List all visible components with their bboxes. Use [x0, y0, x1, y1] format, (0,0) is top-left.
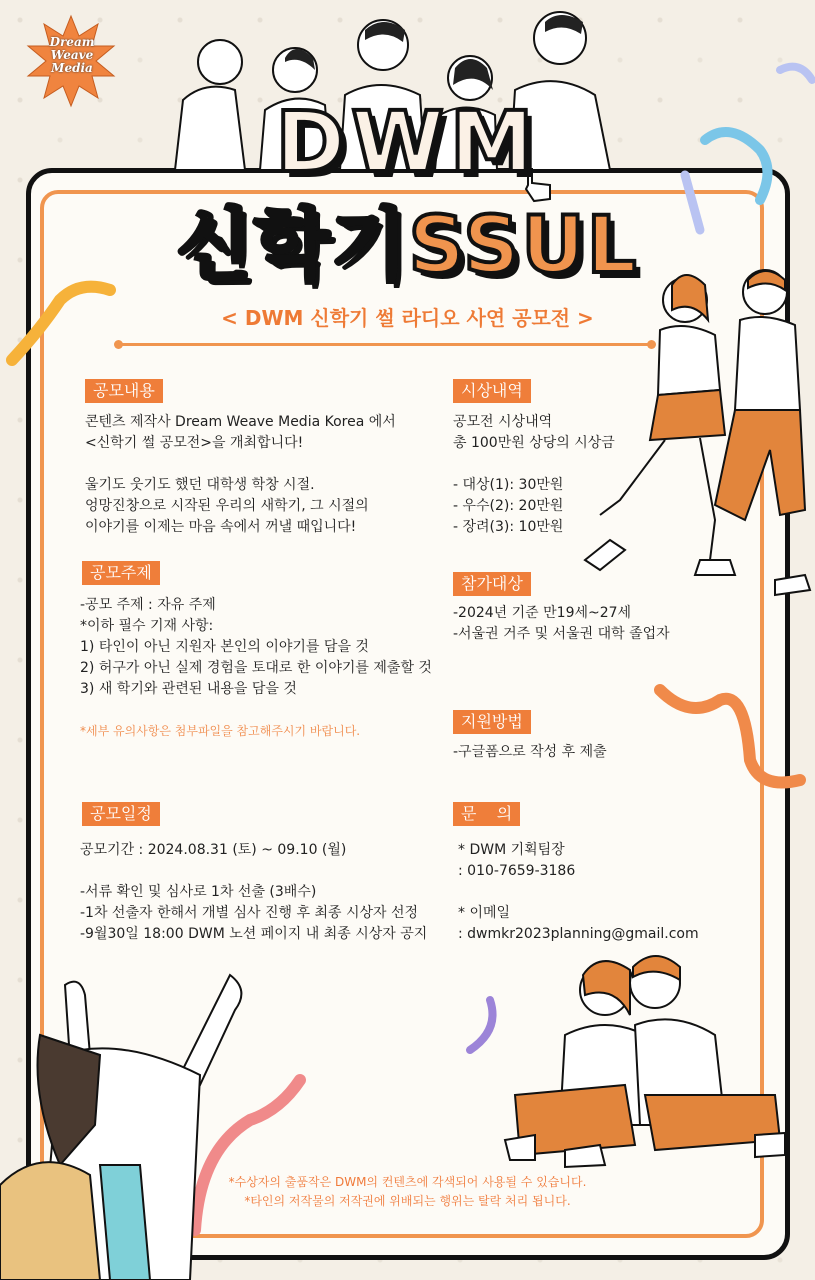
subtitle: < DWM 신학기 썰 라디오 사연 공모전 > — [221, 306, 594, 330]
logo-text: Dream Weave Media — [49, 35, 95, 75]
footer-note-1: *수상자의 출품작은 DWM의 컨텐츠에 각색되어 사용될 수 있습니다. — [228, 1175, 587, 1189]
contact-text: * DWM 기획팀장 : 010-7659-3186 * 이메일 : dwmkr2023planning@gmail.com — [458, 842, 699, 942]
footer-note-2: *타인의 저작물의 저작권에 위배되는 행위는 탈락 처리 됩니다. — [244, 1194, 571, 1208]
contest-content-text: 콘텐츠 제작사 Dream Weave Media Korea 에서 <신학기 썰 공모전>을 개최합니다! 울기도 웃기도 했던 대학생 학창 시절. 엉망진창으로 시작된 우리의 새학기, 그 시절의 이야기를 이제는 마음 속에서 꺼낼 때입니다! — [85, 414, 396, 535]
section-label-eligibility: 참가대상 — [453, 572, 531, 596]
cheering-girl-illustration — [0, 965, 240, 1280]
section-label-contest-content: 공모내용 — [85, 379, 163, 403]
awards-text: 공모전 시상내역 총 100만원 상당의 시상금 - 대상(1): 30만원 - 우수(2): 20만원 - 장려(3): 10만원 — [453, 414, 615, 535]
section-label-awards: 시상내역 — [453, 379, 531, 403]
topic-note: *세부 유의사항은 첨부파일을 참고해주시기 바랍니다. — [80, 724, 361, 738]
title-dwm: DWM — [275, 93, 540, 191]
schedule-text: 공모기간 : 2024.08.31 (토) ~ 09.10 (월) -서류 확인 및 심사로 1차 선출 (3배수) -1차 선출자 한해서 개별 심사 진행 후 최종 시상자 선정 -9월30일 18:00 DWM 노션 페이지 내 최종 시상자 공지 — [80, 842, 428, 942]
section-label-schedule: 공모일정 — [82, 802, 160, 826]
title-main: 신학기SSUL — [176, 201, 639, 291]
how-to-apply-text: -구글폼으로 작성 후 제출 — [453, 744, 607, 760]
section-label-how-to-apply: 지원방법 — [453, 710, 531, 734]
eligibility-text: -2024년 기준 만19세~27세 -서울권 거주 및 서울권 대학 졸업자 — [453, 605, 670, 642]
section-label-contact: 문 의 — [453, 802, 520, 826]
sitting-couple-illustration — [505, 945, 785, 1170]
section-label-topic: 공모주제 — [82, 561, 160, 585]
topic-text: -공모 주제 : 자유 주제 *이하 필수 기재 사항: 1) 타인이 아닌 지원자 본인의 이야기를 담을 것 2) 허구가 아닌 실제 경험을 토대로 한 이야기를 제출할 것 3) 새 학기와 관련된 내용을 담을 것 — [80, 597, 432, 697]
